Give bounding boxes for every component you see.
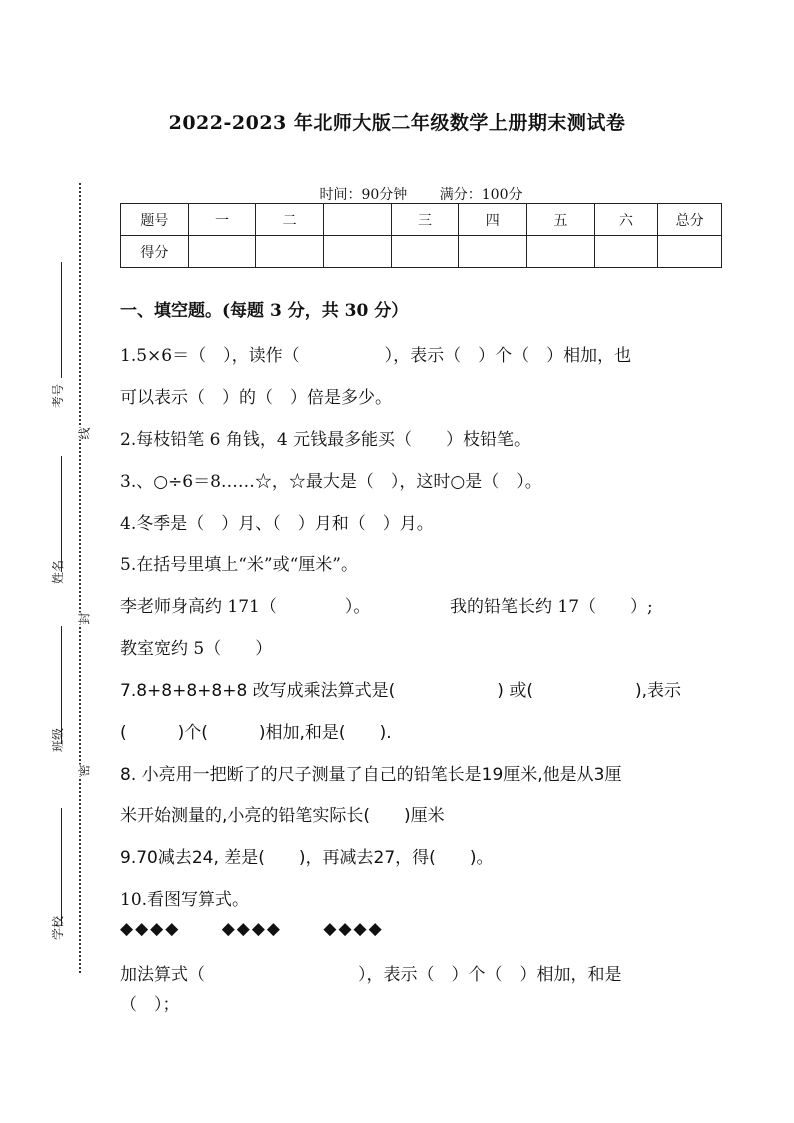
question-10-fill-line-1: 加法算式（ ），表示（ ）个（ ）相加，和是 (120, 965, 622, 985)
exam-meta (120, 184, 722, 204)
name-label: 姓名 (51, 559, 65, 584)
binding-dotted-line (79, 183, 81, 973)
question-5: 5.在括号里填上“米”或“厘米”。 (120, 555, 358, 575)
question-2: 2.每枝铅笔 6 角钱，4 元钱最多能买（ ）枝铅笔。 (120, 430, 532, 450)
score-table (120, 203, 722, 268)
exam-time: 时间：90分钟 (319, 187, 408, 203)
header-cell: 四 (459, 204, 527, 236)
header-cell: 总分 (658, 204, 722, 236)
question-7-line-1: 7.8+8+8+8+8 改写成乘法算式是( ) 或( ),表示 (120, 681, 682, 701)
question-9: 9.70减去24, 差是( )，再减去27，得( )。 (120, 848, 494, 868)
exam-full-score: 满分：100分 (439, 187, 523, 203)
score-cell[interactable] (188, 236, 256, 268)
score-cell[interactable] (324, 236, 392, 268)
header-cell (324, 204, 392, 236)
score-table-header-row (121, 204, 722, 236)
header-cell: 五 (527, 204, 595, 236)
question-5-item-height: 李老师身高约 171（ ）。 (120, 597, 371, 617)
page-title: 2022-2023 年北师大版二年级数学上册期末测试卷 (168, 112, 626, 134)
header-cell: 六 (594, 204, 658, 236)
question-10: 10.看图写算式。 (120, 890, 250, 910)
question-1-line-1: 1.5×6＝（ ），读作（ ），表示（ ）个（ ）相加，也 (120, 346, 632, 366)
school-line (61, 808, 62, 926)
section-title: 一、填空题。(每题 3 分，共 30 分） (120, 301, 409, 321)
question-3: 3.、○÷6＝8……☆，☆最大是（ ），这时○是（ ）。 (120, 472, 542, 492)
question-5-item-classroom: 教室宽约 5（ ） (120, 639, 273, 659)
school-label: 学校 (51, 915, 65, 940)
binding-mark-line: 线 (77, 427, 92, 440)
diamond-group: ◆◆◆◆ (323, 919, 384, 939)
name-line (61, 456, 62, 572)
header-cell: 一 (188, 204, 256, 236)
header-cell: 题号 (121, 204, 189, 236)
score-row-label: 得分 (121, 236, 189, 268)
question-8-line-2: 米开始测量的,小亮的铅笔实际长( )厘米 (120, 806, 445, 826)
score-table-score-row (121, 236, 722, 268)
question-1-line-2: 可以表示（ ）的（ ）倍是多少。 (120, 388, 392, 408)
question-7-line-2: ( )个( )相加,和是( ). (120, 723, 392, 743)
question-4: 4.冬季是（ ）月、（ ）月和（ ）月。 (120, 514, 434, 534)
header-cell: 二 (256, 204, 324, 236)
diamond-group: ◆◆◆◆ (120, 919, 181, 939)
header-cell: 三 (391, 204, 459, 236)
binding-mark-seal: 封 (77, 612, 92, 625)
exam-number-line (61, 262, 62, 378)
diamond-picture (120, 919, 418, 939)
question-10-fill-line-2: （ ）； (120, 995, 180, 1015)
score-cell[interactable] (391, 236, 459, 268)
score-cell[interactable] (658, 236, 722, 268)
score-cell[interactable] (459, 236, 527, 268)
question-5-item-pencil: 我的铅笔长约 17（ ）; (450, 597, 653, 617)
class-line (61, 626, 62, 744)
diamond-group: ◆◆◆◆ (221, 919, 282, 939)
score-cell[interactable] (594, 236, 658, 268)
score-cell[interactable] (527, 236, 595, 268)
score-cell[interactable] (256, 236, 324, 268)
exam-number-label: 考号 (51, 383, 65, 408)
class-label: 班级 (51, 727, 65, 752)
binding-mark-secret: 密 (77, 764, 92, 777)
question-8-line-1: 8. 小亮用一把断了的尺子测量了自己的铅笔长是19厘米,他是从3厘 (120, 765, 622, 785)
